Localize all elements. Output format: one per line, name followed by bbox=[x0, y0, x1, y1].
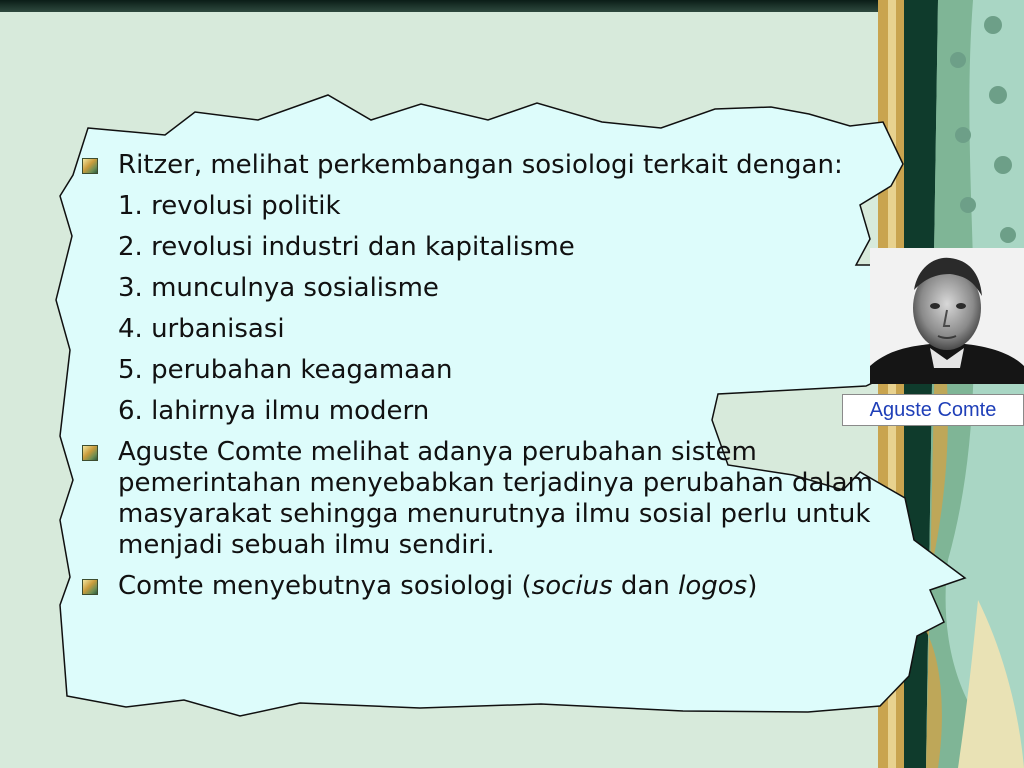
portrait-caption: Aguste Comte bbox=[842, 394, 1024, 426]
sub-item: 2. revolusi industri dan kapitalisme bbox=[118, 232, 575, 262]
bullet-text: Aguste Comte melihat adanya perubahan sistem pemerintahan menyebabkan terjadinya perubahan dalam masyarakat sehingga menurutnya ilmu sosial perlu untuk menjadi sebuah ilmu sendiri. bbox=[118, 437, 873, 560]
sub-item: 3. munculnya sosialisme bbox=[118, 273, 439, 303]
bullet-item-comte bbox=[80, 437, 920, 561]
bullet-text-between: dan bbox=[612, 571, 679, 601]
sub-item: 4. urbanisasi bbox=[118, 314, 285, 344]
bullet-text: Ritzer, melihat perkembangan sosiologi terkait dengan: bbox=[118, 150, 843, 180]
bullet-icon bbox=[82, 158, 98, 174]
bullet-text-after: ) bbox=[747, 571, 758, 601]
bullet-icon bbox=[82, 445, 98, 461]
term-logos: logos bbox=[678, 571, 748, 601]
portrait-photo bbox=[870, 248, 1024, 384]
bullet-icon bbox=[82, 579, 98, 595]
bullet-list bbox=[80, 150, 920, 602]
term-socius: socius bbox=[531, 571, 613, 601]
sub-item: 5. perubahan keagamaan bbox=[118, 355, 453, 385]
sub-item: 6. lahirnya ilmu modern bbox=[118, 396, 430, 426]
sub-item: 1. revolusi politik bbox=[118, 191, 341, 221]
portrait-image bbox=[870, 248, 1024, 384]
bullet-text-before: Comte menyebutnya sosiologi ( bbox=[118, 571, 532, 601]
bullet-item-sosiologi bbox=[80, 571, 920, 602]
bullet-item-ritzer bbox=[80, 150, 920, 181]
